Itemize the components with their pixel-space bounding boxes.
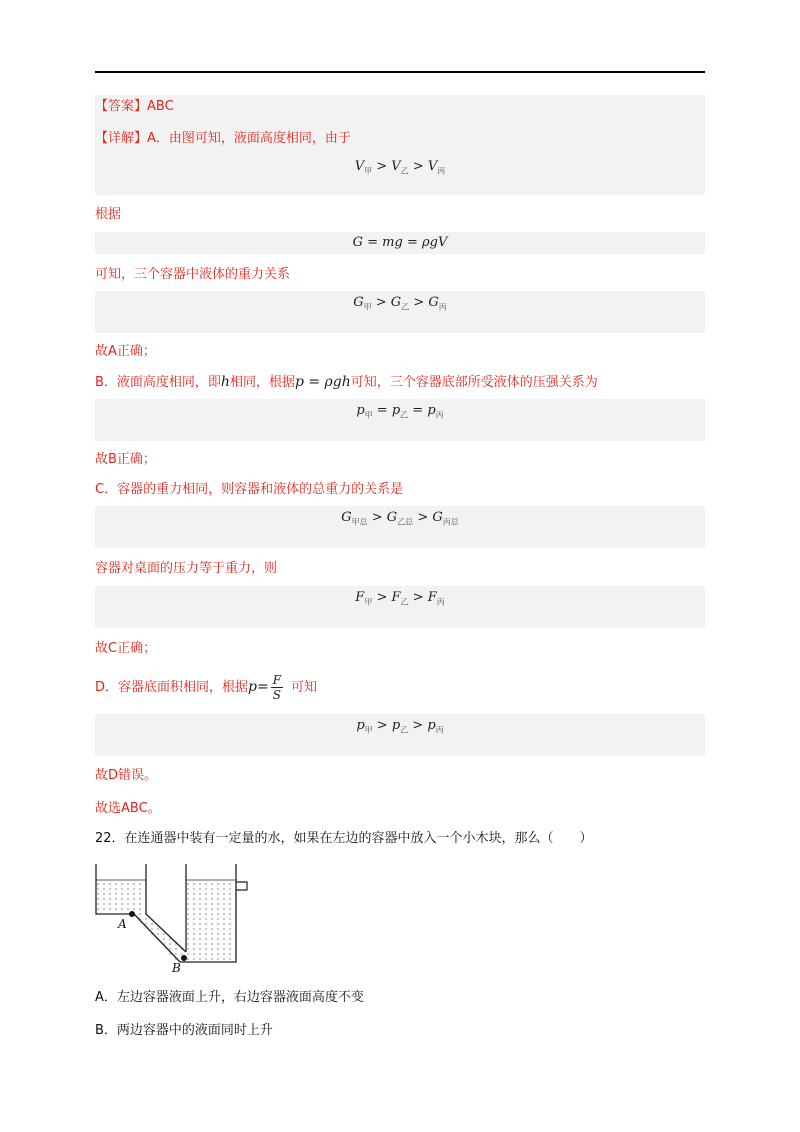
- detail-line: [95, 130, 351, 148]
- formula-total-weight: $G_{甲总} > G_{乙总} > G_{丙总}$: [341, 510, 459, 527]
- formula-volume: $V_甲 > V_乙 > V_丙$: [354, 159, 446, 176]
- option-a: A．左边容器液面上升，右边容器液面高度不变: [95, 990, 364, 1005]
- header-rule: [95, 71, 705, 73]
- formula-weight: $G_甲 > G_乙 > G_丙$: [353, 295, 447, 312]
- label-a: A: [118, 917, 127, 931]
- fraction-f-over-s: $\frac{F}{S}$: [272, 673, 282, 702]
- text-c-correct: 故C正确；: [95, 641, 157, 656]
- formula-pressure-inline: p = ρgh: [294, 374, 351, 390]
- answer-value: ABC: [147, 99, 174, 114]
- text-choose: 故选ABC。: [95, 801, 161, 816]
- text-b-line: B．液面高度相同，即h相同，根据p = ρgh可知，三个容器底部所受液体的压强关系为: [95, 374, 598, 390]
- formula-pressure-d: $p_甲 > p_乙 > p_丙$: [356, 718, 444, 735]
- text-b-correct: 故B正确；: [95, 452, 156, 467]
- text-c-line: C．容器的重力相同，则容器和液体的总重力的关系是: [95, 482, 404, 497]
- text-genju: 根据: [95, 207, 122, 222]
- question-22: 22．在连通器中装有一定量的水，如果在左边的容器中放入一个小木块，那么（ ）: [95, 831, 593, 846]
- detail-label: 【详解】: [95, 131, 148, 146]
- connected-vessel-figure: [90, 862, 260, 974]
- text-kezhi: 可知，三个容器中液体的重力关系: [95, 267, 291, 282]
- formula-d-p: p=: [248, 679, 269, 695]
- answer-line: [95, 98, 174, 116]
- symbol-h: h: [220, 374, 230, 390]
- point-b-marker: [181, 955, 187, 961]
- formula-pressure: $p_甲 = p_乙 = p_丙$: [356, 403, 444, 420]
- text-a-correct: 故A正确；: [95, 344, 156, 359]
- label-b: B: [172, 961, 181, 974]
- point-a-marker: [129, 911, 135, 917]
- text-c2-line: 容器对桌面的压力等于重力，则: [95, 561, 278, 576]
- formula-gravity: G = mg = ρgV: [352, 235, 448, 250]
- answer-label: 【答案】: [95, 99, 148, 114]
- detail-a-text: A．由图可知，液面高度相同，由于: [147, 131, 351, 146]
- text-d-wrong: 故D错误。: [95, 768, 158, 783]
- option-b: B．两边容器中的液面同时上升: [95, 1023, 273, 1038]
- formula-force: $F_甲 > F_乙 > F_丙$: [355, 590, 445, 607]
- text-d-line: D．容器底面积相同，根据p= $\frac{F}{S}$ 可知: [95, 673, 318, 702]
